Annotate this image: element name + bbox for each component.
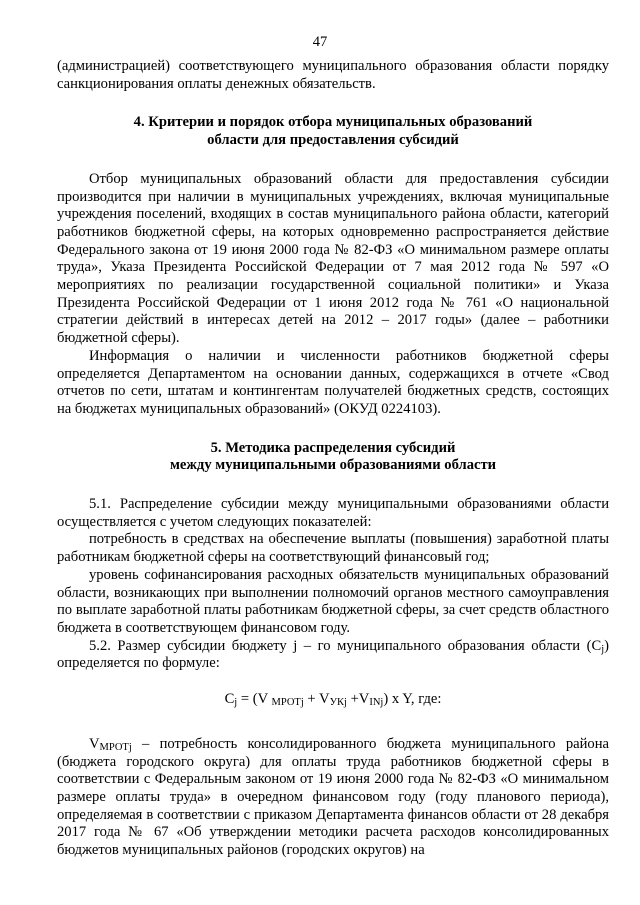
p5-variable: V bbox=[89, 735, 100, 752]
p4-suffix: ) определяется по формуле: bbox=[57, 637, 609, 672]
intro-paragraph: (администрацией) соответствующего муниципального образования области порядку санкционирования оплаты денежных обязательств. bbox=[57, 58, 609, 92]
section-5-title-line1: 5. Методика распределения субсидий bbox=[210, 439, 456, 456]
p5-text: – потребность консолидированного бюджета муниципального района (бюджета городского округа) для оплаты труда работников бюджетной сферы в соответствии с Федеральным законом от 19 июня 2000 года № 82-ФЗ «О минимальном размере оплаты труда» в очередном финансовом году (году планового периода), определяемая в соответствии с приказом Департамента финансов области от 28 декабря 2017 года № 67 «Об утверждении методики расчета расходов консолидированных бюджетов муниципальных районов (городских округов) на bbox=[57, 735, 609, 859]
section-4-paragraph-2: Информация о наличии и численности работников бюджетной сферы определяется Департаментом на основании данных, содержащихся в отчете «Свод отчетов по сети, штатам и контингентам получателей бюджетных средств, состоящих на бюджетах муниципальных образований» (ОКУД 0224103). bbox=[57, 347, 609, 417]
p4-prefix: 5.2. Размер субсидии бюджету j – го муниципального образования области (С bbox=[89, 637, 602, 654]
formula-v2-sub: УКj bbox=[329, 697, 347, 709]
section-5-paragraph-1: 5.1. Распределение субсидии между муниципальными образованиями области осуществляется с учетом следующих показателей: bbox=[57, 496, 609, 530]
section-4-title-line1: 4. Критерии и порядок отбора муниципальных образований bbox=[133, 114, 533, 131]
p4-subscript: j bbox=[601, 643, 605, 655]
formula-plus1: + V bbox=[303, 691, 330, 708]
formula-v1-sub: МРОТj bbox=[271, 697, 304, 709]
section-4-title-line2: области для предоставления субсидий bbox=[207, 132, 459, 149]
section-5-paragraph-4 bbox=[57, 638, 609, 673]
formula-v3-sub: INj bbox=[369, 697, 384, 709]
formula-plus2: +V bbox=[346, 691, 370, 708]
formula-lhs-sub: j bbox=[234, 697, 238, 709]
section-5-heading bbox=[57, 440, 609, 475]
formula-rest: ) x Y, где: bbox=[383, 691, 442, 708]
formula-eq: = (V bbox=[237, 691, 272, 708]
section-5-paragraph-5 bbox=[57, 736, 609, 860]
p5-variable-sub: МРОТj bbox=[99, 741, 132, 753]
page-number: 47 bbox=[312, 34, 328, 50]
section-5-paragraph-2: потребность в средствах на обеспечение выплаты (повышения) заработной платы работникам бюджетной сферы на соответствующий финансовый год; bbox=[57, 531, 609, 566]
section-4-paragraph-1: Отбор муниципальных образований области для предоставления субсидии производится при наличии в муниципальных учреждениях, включая муниципальные учреждения поселений, входящих в состав муниципального района области, категорий работников бюджетной сферы, на которых одновременно распространяется действие Федерального закона от 19 июня 2000 года № 82-ФЗ «О минимальном размере оплаты труда», Указа Президента Российской Федерации от 7 мая 2012 года № 597 «О мероприятиях по реализации государственной социальной политики» и Указа Президента Российской Федерации от 1 июня 2012 года № 761 «О национальной стратегии действий в интересах детей на 2012 – 2017 годы» (далее – работники бюджетной сферы). bbox=[57, 170, 609, 347]
page-content bbox=[57, 58, 609, 860]
section-5-title-line2: между муниципальными образованиями области bbox=[169, 457, 497, 474]
section-5-paragraph-3: уровень софинансирования расходных обязательств муниципальных образований области, возникающих при выполнении полномочий органов местного самоуправления по выплате заработной платы работникам бюджетной сферы, за счет средств областного бюджета в соответствующем финансовом году. bbox=[57, 566, 609, 636]
section-4-heading bbox=[57, 114, 609, 149]
formula-lhs: С bbox=[224, 691, 235, 708]
formula bbox=[57, 691, 609, 709]
